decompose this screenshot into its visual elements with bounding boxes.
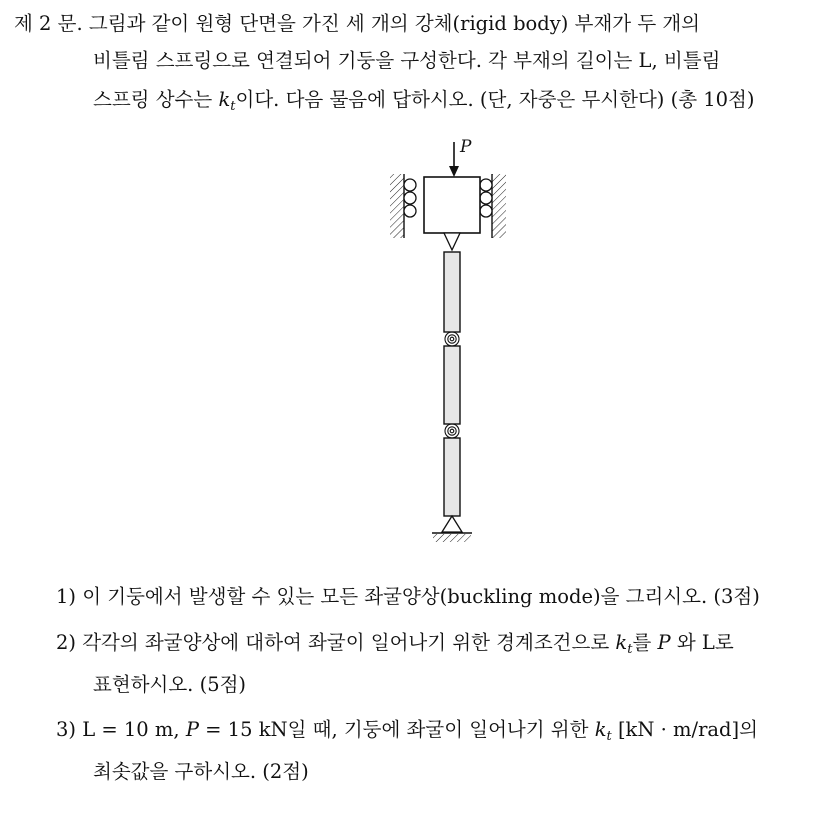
- question-3: [56, 718, 758, 749]
- q2-p-symbol: P: [657, 631, 671, 654]
- q1-number: 1): [56, 585, 77, 608]
- rigid-member-3: [444, 438, 460, 516]
- problem-line-1: [14, 12, 700, 36]
- load-arrow: [449, 142, 459, 177]
- q3-kt-k: k: [594, 718, 607, 741]
- rigid-member-1: [444, 252, 460, 332]
- torsional-spring-2: [445, 424, 459, 438]
- column-figure: [380, 138, 520, 550]
- q1-text: 이 기둥에서 발생할 수 있는 모든 좌굴양상(buckling mode)을 그리시오. (3점): [82, 585, 760, 608]
- q3-line2: 최솟값을 구하시오. (2점): [93, 760, 309, 783]
- left-rollers: [404, 179, 416, 217]
- right-rollers: [480, 179, 492, 217]
- kt-t: t: [230, 99, 236, 114]
- q2-kt-k: k: [615, 631, 628, 654]
- q3-text-c: [kN · m/rad]의: [617, 718, 758, 741]
- q2-text-b: 를: [632, 631, 652, 654]
- q2-kt-symbol: [615, 631, 633, 657]
- q2-text-c: 와 L로: [676, 631, 734, 654]
- q2-number: 2): [56, 631, 77, 654]
- right-wall: [492, 174, 506, 238]
- q3-p-symbol: P: [185, 718, 199, 741]
- question-3-line-2: [93, 760, 309, 784]
- q3-number: 3): [56, 718, 77, 741]
- top-block: [424, 177, 480, 233]
- q3-text-b: = 15 kN일 때, 기둥에 좌굴이 일어나기 위한: [205, 718, 589, 741]
- q3-kt-t: t: [606, 729, 612, 744]
- torsional-spring-1: [445, 332, 459, 346]
- question-2: [56, 631, 734, 662]
- load-label: P: [460, 138, 472, 157]
- rigid-member-2: [444, 346, 460, 424]
- problem-label: 제 2 문.: [14, 12, 83, 35]
- problem-text-1: 그림과 같이 원형 단면을 가진 세 개의 강체(rigid body) 부재가 두 개의: [88, 12, 701, 35]
- problem-text-3a: 스프링 상수는: [93, 88, 213, 111]
- problem-text-3b: 이다. 다음 물음에 답하시오. (단, 자중은 무시한다) (총 10점): [235, 88, 755, 111]
- question-1: [56, 585, 760, 609]
- q3-kt-symbol: [594, 718, 612, 744]
- q2-line2: 표현하시오. (5점): [93, 673, 247, 696]
- q3-text-a: L = 10 m,: [82, 718, 180, 741]
- problem-line-2: [93, 49, 720, 73]
- kt-k: k: [218, 88, 231, 111]
- problem-text-2: 비틀림 스프링으로 연결되어 기둥을 구성한다. 각 부재의 길이는 L, 비틀림: [93, 49, 721, 72]
- bottom-pin-support: [432, 516, 472, 542]
- problem-line-3: [93, 88, 755, 119]
- left-wall: [390, 174, 404, 238]
- top-pin: [444, 233, 460, 250]
- q2-kt-t: t: [627, 642, 633, 657]
- q2-text-a: 각각의 좌굴양상에 대하여 좌굴이 일어나기 위한 경계조건으로: [82, 631, 610, 654]
- kt-symbol: [218, 88, 236, 114]
- question-2-line-2: [93, 673, 246, 697]
